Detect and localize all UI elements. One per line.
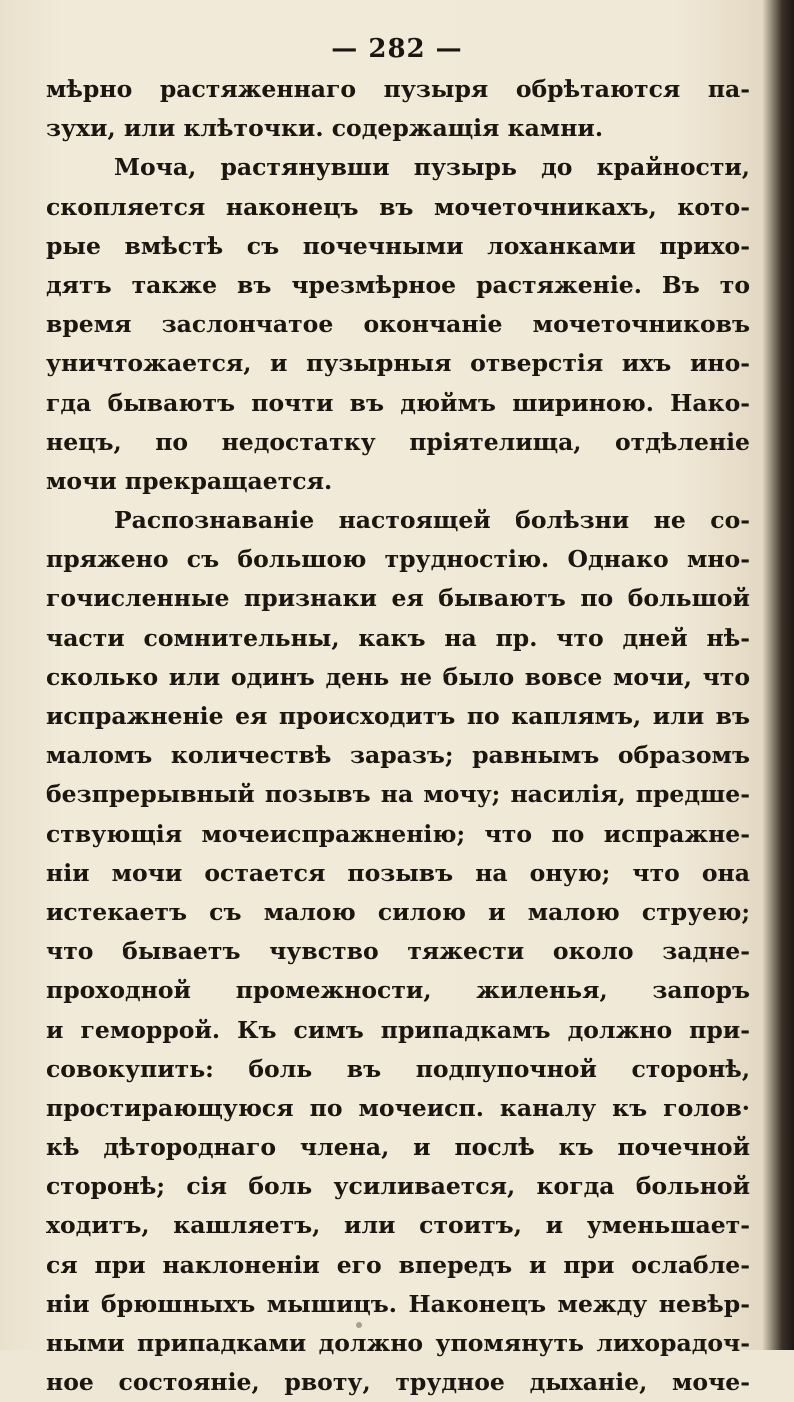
text-line: Моча, растянувши пузырь до крайности,: [114, 153, 750, 182]
text-line: зухи, или клѣточки. содержащія камни.: [46, 114, 604, 143]
text-line: уничтожается, и пузырныя отверстія ихъ ино-: [46, 349, 750, 378]
text-line: скопляется наконецъ въ мочеточникахъ, кото-: [46, 192, 750, 221]
text-line: безпрерывный позывъ на мочу; насилія, предше-: [46, 780, 750, 809]
text-line: простирающуюся по мочеисп. каналу къ голов·: [46, 1093, 750, 1122]
text-line: ствующія мочеиспражненію; что по испражне-: [46, 819, 750, 848]
text-line: сторонѣ; сія боль усиливается, когда больной: [46, 1172, 750, 1201]
text-line: мочи прекращается.: [46, 466, 333, 495]
text-line: что бываетъ чувство тяжести около задне-: [46, 937, 750, 966]
page-number: — 282 —: [331, 34, 463, 64]
text-line: проходной промежности, жиленья, запоръ: [46, 976, 750, 1005]
text-line: время заслончатое окончаніе мочеточниковъ: [46, 310, 750, 339]
body-text: [46, 70, 750, 1402]
text-line: мѣрно растяженнаго пузыря обрѣтаются па-: [46, 75, 750, 103]
text-line: сколько или одинъ день не было вовсе мочи, что: [46, 662, 750, 691]
text-line: ными припадками должно упомянуть лихорадоч-: [46, 1329, 750, 1357]
text-line: истекаетъ съ малою силою и малою струею;: [46, 897, 750, 926]
text-line: испражненіе ея происходитъ по каплямъ, или въ: [46, 702, 750, 730]
text-line: гочисленные признаки ея бываютъ по большой: [46, 584, 750, 613]
text-line: пряжено съ большою трудностію. Однако мно-: [46, 545, 750, 574]
text-line: дятъ также въ чрезмѣрное растяженіе. Въ то: [46, 270, 750, 299]
text-line: рые вмѣстѣ съ почечными лоханками прихо-: [46, 231, 750, 260]
text-line: ніи мочи остается позывъ на оную; что она: [46, 858, 750, 887]
text-line: маломъ количествѣ заразъ; равнымъ образомъ: [46, 741, 750, 770]
text-line: Распознаваніе настоящей болѣзни не со-: [114, 506, 750, 535]
text-line: ніи брюшныхъ мышицъ. Наконецъ между невѣр-: [46, 1289, 750, 1318]
ink-spot: [356, 1322, 362, 1328]
text-line: ное состояніе, рвоту, трудное дыханіе, моче-: [46, 1368, 750, 1397]
text-line: ходитъ, кашляетъ, или стоитъ, и уменьшает-: [46, 1211, 750, 1240]
text-line: ся при наклоненіи его впередъ и при ослабле-: [46, 1250, 750, 1279]
text-line: части сомнительны, какъ на пр. что дней нѣ-: [46, 623, 750, 652]
text-line: совокупить: боль въ подпупочной сторонѣ,: [46, 1054, 750, 1083]
text-line: нецъ, по недостатку пріятелища, отдѣленіе: [46, 427, 750, 456]
text-line: и геморрой. Къ симъ припадкамъ должно при-: [46, 1015, 750, 1044]
text-line: кѣ дѣтороднаго члена, и послѣ къ почечной: [46, 1133, 750, 1162]
text-line: гда бываютъ почти въ дюймъ шириною. Нако-: [46, 388, 750, 417]
